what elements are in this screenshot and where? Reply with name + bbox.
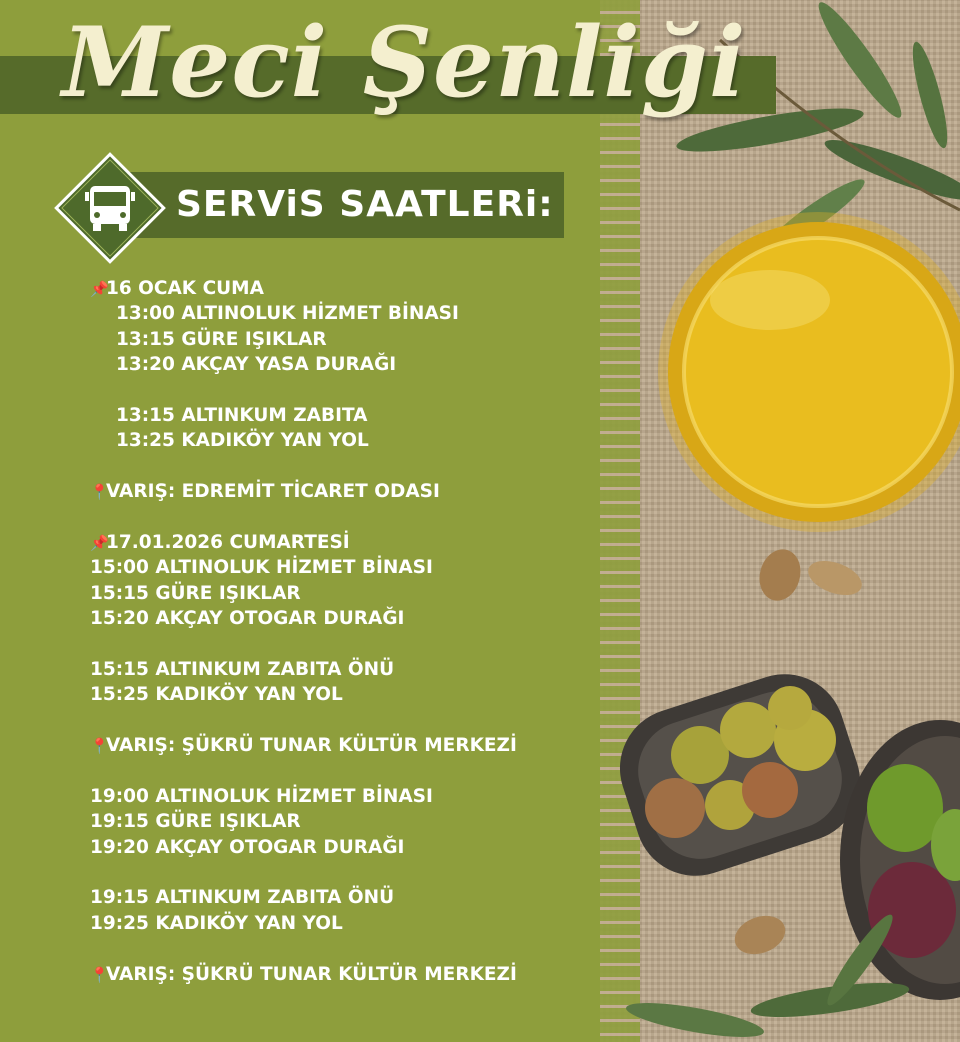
schedule-line: 15:20 AKÇAY OTOGAR DURAĞI [90, 608, 405, 630]
schedule-line: 13:25 KADIKÖY YAN YOL [116, 430, 369, 452]
schedule-line: 19:25 KADIKÖY YAN YOL [90, 912, 343, 934]
pushpin-icon: 📌 [90, 280, 109, 298]
day-2-date: 17.01.2026 CUMARTESİ [106, 531, 350, 553]
schedule-line: 13:15 GÜRE IŞIKLAR [116, 328, 327, 350]
schedule-line: 19:15 GÜRE IŞIKLAR [90, 811, 301, 833]
spacer [90, 378, 517, 403]
schedule-line: 19:00 ALTINOLUK HİZMET BİNASI [90, 785, 433, 807]
arrival-text: VARIŞ: EDREMİT TİCARET ODASI [106, 481, 440, 503]
arrival-row [90, 962, 517, 987]
day-2-date-row [90, 530, 517, 555]
schedule-line: 19:20 AKÇAY OTOGAR DURAĞI [90, 836, 405, 858]
schedule-line: 19:15 ALTINKUM ZABITA ÖNÜ [90, 887, 395, 909]
location-pin-icon: 📍 [90, 737, 109, 756]
arrival-text: VARIŞ: ŞÜKRÜ TUNAR KÜLTÜR MERKEZİ [106, 963, 517, 985]
bus-icon [54, 152, 166, 264]
schedule-line: 13:00 ALTINOLUK HİZMET BİNASI [116, 303, 459, 325]
location-pin-icon: 📍 [90, 483, 109, 502]
spacer [90, 860, 517, 885]
schedule-line: 15:25 KADIKÖY YAN YOL [90, 684, 343, 706]
schedule-line: 13:15 ALTINKUM ZABITA [116, 404, 368, 426]
day-1-date: 16 OCAK CUMA [106, 278, 264, 299]
page-title: Meci Şenliği [62, 6, 747, 119]
olive-illustration [600, 0, 960, 1042]
location-pin-icon: 📍 [90, 965, 109, 984]
arrival-row [90, 479, 517, 504]
schedule-heading: SERViS SAATLERi: [176, 184, 554, 225]
olive-oil-photo [600, 0, 960, 1042]
spacer [90, 631, 517, 656]
spacer [90, 454, 517, 479]
schedule [90, 276, 517, 987]
olive-dish [604, 659, 875, 892]
spacer [90, 708, 517, 733]
schedule-line: 13:20 AKÇAY YASA DURAĞI [116, 354, 397, 376]
spacer [90, 936, 517, 961]
pushpin-icon: 📌 [90, 533, 109, 552]
day-1-date-row [90, 276, 517, 301]
spacer [90, 505, 517, 530]
arrival-row [90, 733, 517, 758]
schedule-line: 15:00 ALTINOLUK HİZMET BİNASI [90, 557, 433, 579]
schedule-line: 15:15 GÜRE IŞIKLAR [90, 582, 301, 604]
spacer [90, 758, 517, 783]
olive-oil-bowl [658, 212, 960, 532]
schedule-line: 15:15 ALTINKUM ZABITA ÖNÜ [90, 658, 395, 680]
arrival-text: VARIŞ: ŞÜKRÜ TUNAR KÜLTÜR MERKEZİ [106, 735, 517, 757]
